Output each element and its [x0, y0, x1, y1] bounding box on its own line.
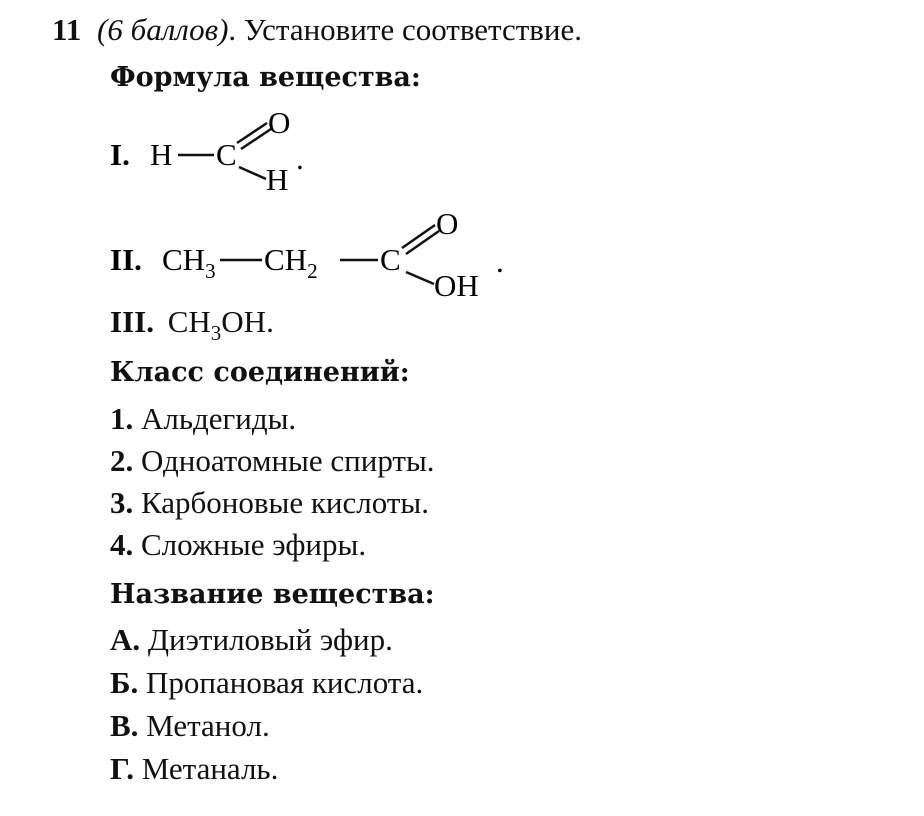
formula-ii-ch2-text: CH: [264, 242, 308, 277]
class-item-num: 4.: [110, 527, 134, 562]
formula-i-end: .: [296, 141, 304, 176]
task-header: [52, 14, 582, 45]
class-item-3: [110, 487, 429, 518]
formula-ii-o: O: [436, 206, 459, 241]
formula-i-h-left: H: [150, 137, 173, 172]
class-item-num: 1.: [110, 401, 134, 436]
name-item-g: [110, 753, 278, 784]
name-item-text: Метанол.: [146, 708, 270, 743]
formula-heading: Формула вещества:: [110, 62, 421, 93]
class-item-text: Карбоновые кислоты.: [141, 485, 429, 520]
formula-ii-end: .: [496, 244, 504, 279]
formula-i-o: O: [268, 105, 291, 140]
class-item-text: Сложные эфиры.: [141, 527, 367, 562]
class-item-text: Одноатомные спирты.: [141, 443, 435, 478]
class-item-num: 2.: [110, 443, 134, 478]
formula-iii: [110, 304, 274, 345]
name-heading: Название вещества:: [110, 579, 435, 610]
formula-ii-ch2-sub: 2: [307, 259, 318, 283]
name-item-letter: В.: [110, 708, 139, 743]
formula-iii-sub: 3: [210, 321, 222, 345]
formula-i-double-bond-1: [237, 123, 267, 143]
formula-i-label: I.: [110, 137, 130, 172]
formula-ii-ch3-text: CH: [162, 242, 206, 277]
class-heading: Класс соединений:: [110, 357, 410, 388]
formula-i-bond-ch: [239, 167, 266, 179]
formula-iii-label: III.: [110, 304, 154, 339]
formula-ii-ch3-sub: 3: [205, 259, 216, 283]
formula-ii-structure: [110, 200, 530, 303]
task-instruction: . Установите соответствие.: [228, 12, 583, 47]
name-item-v: [110, 710, 270, 741]
formula-ii-bond-coh: [406, 272, 434, 284]
formula-iii-ch: CH: [167, 304, 211, 339]
name-item-letter: Б.: [110, 665, 139, 700]
name-item-letter: Г.: [110, 751, 134, 786]
class-item-num: 3.: [110, 485, 134, 520]
formula-ii-ch3: [162, 242, 216, 283]
class-item-2: [110, 445, 435, 476]
name-item-text: Метаналь.: [141, 751, 279, 786]
formula-i-h-right: H: [266, 162, 289, 197]
formula-i-c: C: [216, 137, 237, 172]
formula-ii-ch2: [264, 242, 318, 283]
name-item-text: Диэтиловый эфир.: [147, 622, 393, 657]
class-item-1: [110, 403, 296, 434]
name-item-a: [110, 624, 393, 655]
task-points: (6 баллов): [97, 12, 229, 47]
task-number: 11: [52, 12, 82, 47]
name-item-b: [110, 667, 423, 698]
class-item-text: Альдегиды.: [141, 401, 297, 436]
formula-ii-label: II.: [110, 242, 142, 277]
formula-iii-oh: OH: [221, 304, 267, 339]
formula-ii-c: C: [380, 242, 401, 277]
formula-ii-oh: OH: [434, 268, 479, 303]
name-item-text: Пропановая кислота.: [146, 665, 424, 700]
name-item-letter: А.: [110, 622, 141, 657]
formula-i-double-bond-2: [241, 129, 271, 149]
class-item-4: [110, 529, 366, 560]
formula-i-structure: [110, 105, 470, 195]
formula-iii-end: .: [266, 304, 274, 339]
